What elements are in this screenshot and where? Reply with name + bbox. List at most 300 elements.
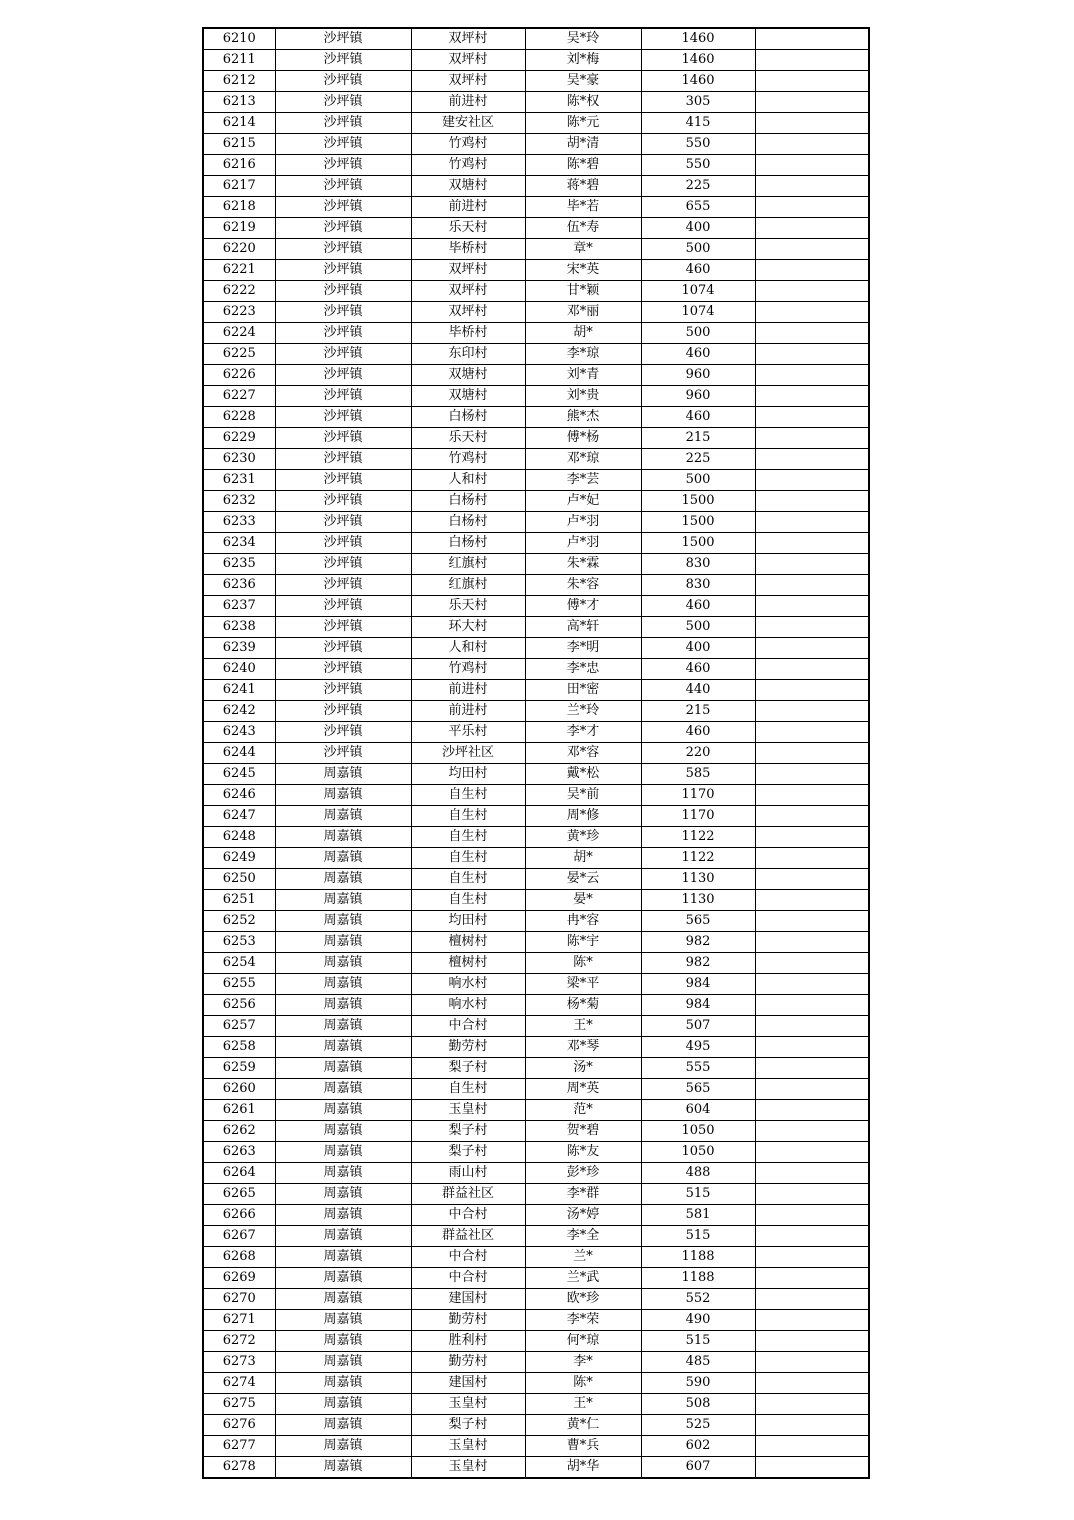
name-cell: 刘*贵 (525, 386, 641, 407)
table-row (203, 890, 869, 911)
row-number-cell: 6222 (203, 281, 275, 302)
amount-cell: 1460 (641, 71, 755, 92)
row-number-cell: 6236 (203, 575, 275, 596)
town-cell: 周嘉镇 (275, 1121, 411, 1142)
table-row (203, 386, 869, 407)
town-cell: 周嘉镇 (275, 1331, 411, 1352)
table-row (203, 1100, 869, 1121)
remark-cell (755, 806, 869, 827)
row-number-cell: 6226 (203, 365, 275, 386)
amount-cell: 488 (641, 1163, 755, 1184)
village-cell: 群益社区 (411, 1226, 525, 1247)
remark-cell (755, 28, 869, 50)
remark-cell (755, 1331, 869, 1352)
table-row (203, 596, 869, 617)
remark-cell (755, 218, 869, 239)
row-number-cell: 6231 (203, 470, 275, 491)
amount-cell: 515 (641, 1184, 755, 1205)
village-cell: 东印村 (411, 344, 525, 365)
row-number-cell: 6232 (203, 491, 275, 512)
remark-cell (755, 260, 869, 281)
name-cell: 胡* (525, 848, 641, 869)
amount-cell: 655 (641, 197, 755, 218)
table-row (203, 1436, 869, 1457)
name-cell: 宋*英 (525, 260, 641, 281)
town-cell: 周嘉镇 (275, 1352, 411, 1373)
table-row (203, 50, 869, 71)
town-cell: 周嘉镇 (275, 1247, 411, 1268)
amount-cell: 460 (641, 260, 755, 281)
village-cell: 勤劳村 (411, 1352, 525, 1373)
table-row (203, 1415, 869, 1436)
row-number-cell: 6251 (203, 890, 275, 911)
name-cell: 傅*才 (525, 596, 641, 617)
row-number-cell: 6212 (203, 71, 275, 92)
village-cell: 红旗村 (411, 575, 525, 596)
village-cell: 竹鸡村 (411, 155, 525, 176)
table-row (203, 575, 869, 596)
name-cell: 兰*玲 (525, 701, 641, 722)
remark-cell (755, 512, 869, 533)
village-cell: 前进村 (411, 92, 525, 113)
amount-cell: 225 (641, 449, 755, 470)
row-number-cell: 6218 (203, 197, 275, 218)
row-number-cell: 6269 (203, 1268, 275, 1289)
town-cell: 周嘉镇 (275, 1079, 411, 1100)
table-row (203, 554, 869, 575)
village-cell: 响水村 (411, 995, 525, 1016)
amount-cell: 500 (641, 617, 755, 638)
name-cell: 李*明 (525, 638, 641, 659)
village-cell: 竹鸡村 (411, 659, 525, 680)
amount-cell: 1130 (641, 890, 755, 911)
remark-cell (755, 1394, 869, 1415)
row-number-cell: 6249 (203, 848, 275, 869)
village-cell: 毕桥村 (411, 239, 525, 260)
amount-cell: 215 (641, 428, 755, 449)
table-row (203, 1457, 869, 1479)
row-number-cell: 6272 (203, 1331, 275, 1352)
table-row (203, 617, 869, 638)
village-cell: 自生村 (411, 890, 525, 911)
town-cell: 沙坪镇 (275, 491, 411, 512)
amount-cell: 515 (641, 1331, 755, 1352)
table-row (203, 1331, 869, 1352)
town-cell: 周嘉镇 (275, 1205, 411, 1226)
town-cell: 沙坪镇 (275, 722, 411, 743)
amount-cell: 555 (641, 1058, 755, 1079)
name-cell: 李*芸 (525, 470, 641, 491)
remark-cell (755, 1121, 869, 1142)
name-cell: 朱*容 (525, 575, 641, 596)
row-number-cell: 6271 (203, 1310, 275, 1331)
town-cell: 周嘉镇 (275, 806, 411, 827)
town-cell: 周嘉镇 (275, 1163, 411, 1184)
name-cell: 毕*若 (525, 197, 641, 218)
town-cell: 沙坪镇 (275, 218, 411, 239)
name-cell: 吴*玲 (525, 28, 641, 50)
village-cell: 自生村 (411, 785, 525, 806)
amount-cell: 415 (641, 113, 755, 134)
village-cell: 均田村 (411, 911, 525, 932)
table-row (203, 92, 869, 113)
amount-cell: 1074 (641, 302, 755, 323)
remark-cell (755, 722, 869, 743)
table-row (203, 974, 869, 995)
table-row (203, 155, 869, 176)
town-cell: 沙坪镇 (275, 554, 411, 575)
name-cell: 傅*杨 (525, 428, 641, 449)
amount-cell: 500 (641, 239, 755, 260)
row-number-cell: 6263 (203, 1142, 275, 1163)
village-cell: 自生村 (411, 806, 525, 827)
amount-cell: 1050 (641, 1121, 755, 1142)
remark-cell (755, 1100, 869, 1121)
town-cell: 沙坪镇 (275, 92, 411, 113)
remark-cell (755, 533, 869, 554)
row-number-cell: 6241 (203, 680, 275, 701)
village-cell: 梨子村 (411, 1415, 525, 1436)
town-cell: 沙坪镇 (275, 428, 411, 449)
amount-cell: 305 (641, 92, 755, 113)
town-cell: 周嘉镇 (275, 785, 411, 806)
remark-cell (755, 1205, 869, 1226)
amount-cell: 565 (641, 1079, 755, 1100)
table-row (203, 449, 869, 470)
table-row (203, 869, 869, 890)
row-number-cell: 6253 (203, 932, 275, 953)
town-cell: 周嘉镇 (275, 1373, 411, 1394)
village-cell: 中合村 (411, 1247, 525, 1268)
table-row (203, 785, 869, 806)
village-cell: 自生村 (411, 848, 525, 869)
town-cell: 沙坪镇 (275, 386, 411, 407)
village-cell: 勤劳村 (411, 1037, 525, 1058)
remark-cell (755, 596, 869, 617)
name-cell: 黄*仁 (525, 1415, 641, 1436)
name-cell: 邓*丽 (525, 302, 641, 323)
row-number-cell: 6227 (203, 386, 275, 407)
row-number-cell: 6264 (203, 1163, 275, 1184)
town-cell: 沙坪镇 (275, 71, 411, 92)
remark-cell (755, 1163, 869, 1184)
town-cell: 沙坪镇 (275, 50, 411, 71)
amount-cell: 1130 (641, 869, 755, 890)
amount-cell: 460 (641, 596, 755, 617)
table-row (203, 1037, 869, 1058)
village-cell: 竹鸡村 (411, 449, 525, 470)
table-row (203, 1058, 869, 1079)
village-cell: 梨子村 (411, 1121, 525, 1142)
table-row (203, 428, 869, 449)
village-cell: 白杨村 (411, 512, 525, 533)
amount-cell: 982 (641, 953, 755, 974)
remark-cell (755, 281, 869, 302)
table-row (203, 638, 869, 659)
table-row (203, 1121, 869, 1142)
row-number-cell: 6217 (203, 176, 275, 197)
remark-cell (755, 785, 869, 806)
row-number-cell: 6260 (203, 1079, 275, 1100)
name-cell: 李*全 (525, 1226, 641, 1247)
village-cell: 响水村 (411, 974, 525, 995)
amount-cell: 604 (641, 1100, 755, 1121)
name-cell: 朱*霖 (525, 554, 641, 575)
name-cell: 卢*羽 (525, 512, 641, 533)
amount-cell: 550 (641, 134, 755, 155)
row-number-cell: 6248 (203, 827, 275, 848)
table-row (203, 1373, 869, 1394)
row-number-cell: 6257 (203, 1016, 275, 1037)
name-cell: 卢*妃 (525, 491, 641, 512)
name-cell: 陈*权 (525, 92, 641, 113)
amount-cell: 220 (641, 743, 755, 764)
remark-cell (755, 71, 869, 92)
village-cell: 前进村 (411, 701, 525, 722)
town-cell: 周嘉镇 (275, 1310, 411, 1331)
row-number-cell: 6250 (203, 869, 275, 890)
village-cell: 玉皇村 (411, 1457, 525, 1479)
table-row (203, 302, 869, 323)
table-body (203, 28, 869, 1478)
village-cell: 白杨村 (411, 407, 525, 428)
town-cell: 沙坪镇 (275, 743, 411, 764)
town-cell: 沙坪镇 (275, 596, 411, 617)
name-cell: 陈*碧 (525, 155, 641, 176)
amount-cell: 500 (641, 470, 755, 491)
remark-cell (755, 848, 869, 869)
remark-cell (755, 491, 869, 512)
village-cell: 玉皇村 (411, 1436, 525, 1457)
name-cell: 陈*友 (525, 1142, 641, 1163)
table-row (203, 323, 869, 344)
amount-cell: 602 (641, 1436, 755, 1457)
remark-cell (755, 743, 869, 764)
table-row (203, 1310, 869, 1331)
name-cell: 晏*云 (525, 869, 641, 890)
row-number-cell: 6211 (203, 50, 275, 71)
name-cell: 胡* (525, 323, 641, 344)
name-cell: 邓*琴 (525, 1037, 641, 1058)
name-cell: 胡*清 (525, 134, 641, 155)
town-cell: 周嘉镇 (275, 1415, 411, 1436)
town-cell: 沙坪镇 (275, 659, 411, 680)
town-cell: 周嘉镇 (275, 890, 411, 911)
amount-cell: 565 (641, 911, 755, 932)
amount-cell: 507 (641, 1016, 755, 1037)
amount-cell: 1188 (641, 1247, 755, 1268)
row-number-cell: 6265 (203, 1184, 275, 1205)
village-cell: 中合村 (411, 1016, 525, 1037)
remark-cell (755, 638, 869, 659)
table-row (203, 680, 869, 701)
remark-cell (755, 386, 869, 407)
name-cell: 黄*珍 (525, 827, 641, 848)
name-cell: 汤* (525, 1058, 641, 1079)
town-cell: 周嘉镇 (275, 1058, 411, 1079)
remark-cell (755, 554, 869, 575)
village-cell: 建国村 (411, 1289, 525, 1310)
remark-cell (755, 953, 869, 974)
name-cell: 周*英 (525, 1079, 641, 1100)
remark-cell (755, 239, 869, 260)
row-number-cell: 6267 (203, 1226, 275, 1247)
remark-cell (755, 470, 869, 491)
row-number-cell: 6252 (203, 911, 275, 932)
amount-cell: 1122 (641, 827, 755, 848)
village-cell: 梨子村 (411, 1142, 525, 1163)
town-cell: 沙坪镇 (275, 113, 411, 134)
name-cell: 胡*华 (525, 1457, 641, 1479)
village-cell: 双坪村 (411, 50, 525, 71)
amount-cell: 585 (641, 764, 755, 785)
remark-cell (755, 365, 869, 386)
town-cell: 周嘉镇 (275, 1289, 411, 1310)
row-number-cell: 6233 (203, 512, 275, 533)
village-cell: 红旗村 (411, 554, 525, 575)
village-cell: 白杨村 (411, 491, 525, 512)
village-cell: 梨子村 (411, 1058, 525, 1079)
remark-cell (755, 50, 869, 71)
name-cell: 伍*寿 (525, 218, 641, 239)
town-cell: 周嘉镇 (275, 932, 411, 953)
table-row (203, 260, 869, 281)
row-number-cell: 6256 (203, 995, 275, 1016)
amount-cell: 225 (641, 176, 755, 197)
amount-cell: 515 (641, 1226, 755, 1247)
row-number-cell: 6215 (203, 134, 275, 155)
table-row (203, 512, 869, 533)
row-number-cell: 6213 (203, 92, 275, 113)
town-cell: 周嘉镇 (275, 1457, 411, 1479)
village-cell: 群益社区 (411, 1184, 525, 1205)
town-cell: 周嘉镇 (275, 1100, 411, 1121)
table-row (203, 533, 869, 554)
village-cell: 双坪村 (411, 71, 525, 92)
remark-cell (755, 1142, 869, 1163)
remark-cell (755, 1436, 869, 1457)
village-cell: 环大村 (411, 617, 525, 638)
amount-cell: 984 (641, 974, 755, 995)
town-cell: 周嘉镇 (275, 1226, 411, 1247)
village-cell: 双坪村 (411, 28, 525, 50)
table-row (203, 701, 869, 722)
row-number-cell: 6276 (203, 1415, 275, 1436)
table-row (203, 932, 869, 953)
village-cell: 檀树村 (411, 953, 525, 974)
row-number-cell: 6273 (203, 1352, 275, 1373)
name-cell: 吴*前 (525, 785, 641, 806)
amount-cell: 460 (641, 407, 755, 428)
table-row (203, 1289, 869, 1310)
name-cell: 吴*豪 (525, 71, 641, 92)
name-cell: 兰* (525, 1247, 641, 1268)
row-number-cell: 6262 (203, 1121, 275, 1142)
remark-cell (755, 827, 869, 848)
remark-cell (755, 155, 869, 176)
village-cell: 双塘村 (411, 365, 525, 386)
amount-cell: 440 (641, 680, 755, 701)
row-number-cell: 6268 (203, 1247, 275, 1268)
row-number-cell: 6228 (203, 407, 275, 428)
remark-cell (755, 197, 869, 218)
row-number-cell: 6220 (203, 239, 275, 260)
town-cell: 周嘉镇 (275, 848, 411, 869)
remark-cell (755, 974, 869, 995)
name-cell: 周*修 (525, 806, 641, 827)
row-number-cell: 6243 (203, 722, 275, 743)
table-row (203, 743, 869, 764)
name-cell: 杨*菊 (525, 995, 641, 1016)
village-cell: 建国村 (411, 1373, 525, 1394)
name-cell: 章* (525, 239, 641, 260)
town-cell: 沙坪镇 (275, 197, 411, 218)
row-number-cell: 6229 (203, 428, 275, 449)
amount-cell: 550 (641, 155, 755, 176)
row-number-cell: 6278 (203, 1457, 275, 1479)
village-cell: 自生村 (411, 827, 525, 848)
remark-cell (755, 176, 869, 197)
row-number-cell: 6210 (203, 28, 275, 50)
name-cell: 汤*婷 (525, 1205, 641, 1226)
town-cell: 周嘉镇 (275, 827, 411, 848)
row-number-cell: 6277 (203, 1436, 275, 1457)
village-cell: 中合村 (411, 1205, 525, 1226)
name-cell: 陈*宇 (525, 932, 641, 953)
name-cell: 邓*琼 (525, 449, 641, 470)
row-number-cell: 6244 (203, 743, 275, 764)
remark-cell (755, 932, 869, 953)
village-cell: 乐天村 (411, 596, 525, 617)
row-number-cell: 6225 (203, 344, 275, 365)
amount-cell: 400 (641, 638, 755, 659)
row-number-cell: 6219 (203, 218, 275, 239)
remark-cell (755, 701, 869, 722)
name-cell: 邓*容 (525, 743, 641, 764)
row-number-cell: 6266 (203, 1205, 275, 1226)
table-row (203, 953, 869, 974)
town-cell: 沙坪镇 (275, 134, 411, 155)
amount-cell: 830 (641, 554, 755, 575)
table-row (203, 28, 869, 50)
row-number-cell: 6270 (203, 1289, 275, 1310)
amount-cell: 1122 (641, 848, 755, 869)
table-row (203, 1142, 869, 1163)
remark-cell (755, 1457, 869, 1479)
amount-cell: 460 (641, 722, 755, 743)
table-row (203, 344, 869, 365)
table-row (203, 764, 869, 785)
remark-cell (755, 1058, 869, 1079)
remark-cell (755, 890, 869, 911)
town-cell: 沙坪镇 (275, 701, 411, 722)
name-cell: 卢*羽 (525, 533, 641, 554)
village-cell: 乐天村 (411, 428, 525, 449)
remark-cell (755, 659, 869, 680)
table-row (203, 470, 869, 491)
amount-cell: 215 (641, 701, 755, 722)
name-cell: 甘*颖 (525, 281, 641, 302)
name-cell: 冉*容 (525, 911, 641, 932)
remark-cell (755, 344, 869, 365)
town-cell: 沙坪镇 (275, 575, 411, 596)
table-row (203, 197, 869, 218)
town-cell: 沙坪镇 (275, 239, 411, 260)
remark-cell (755, 428, 869, 449)
name-cell: 陈*元 (525, 113, 641, 134)
remark-cell (755, 113, 869, 134)
town-cell: 周嘉镇 (275, 995, 411, 1016)
